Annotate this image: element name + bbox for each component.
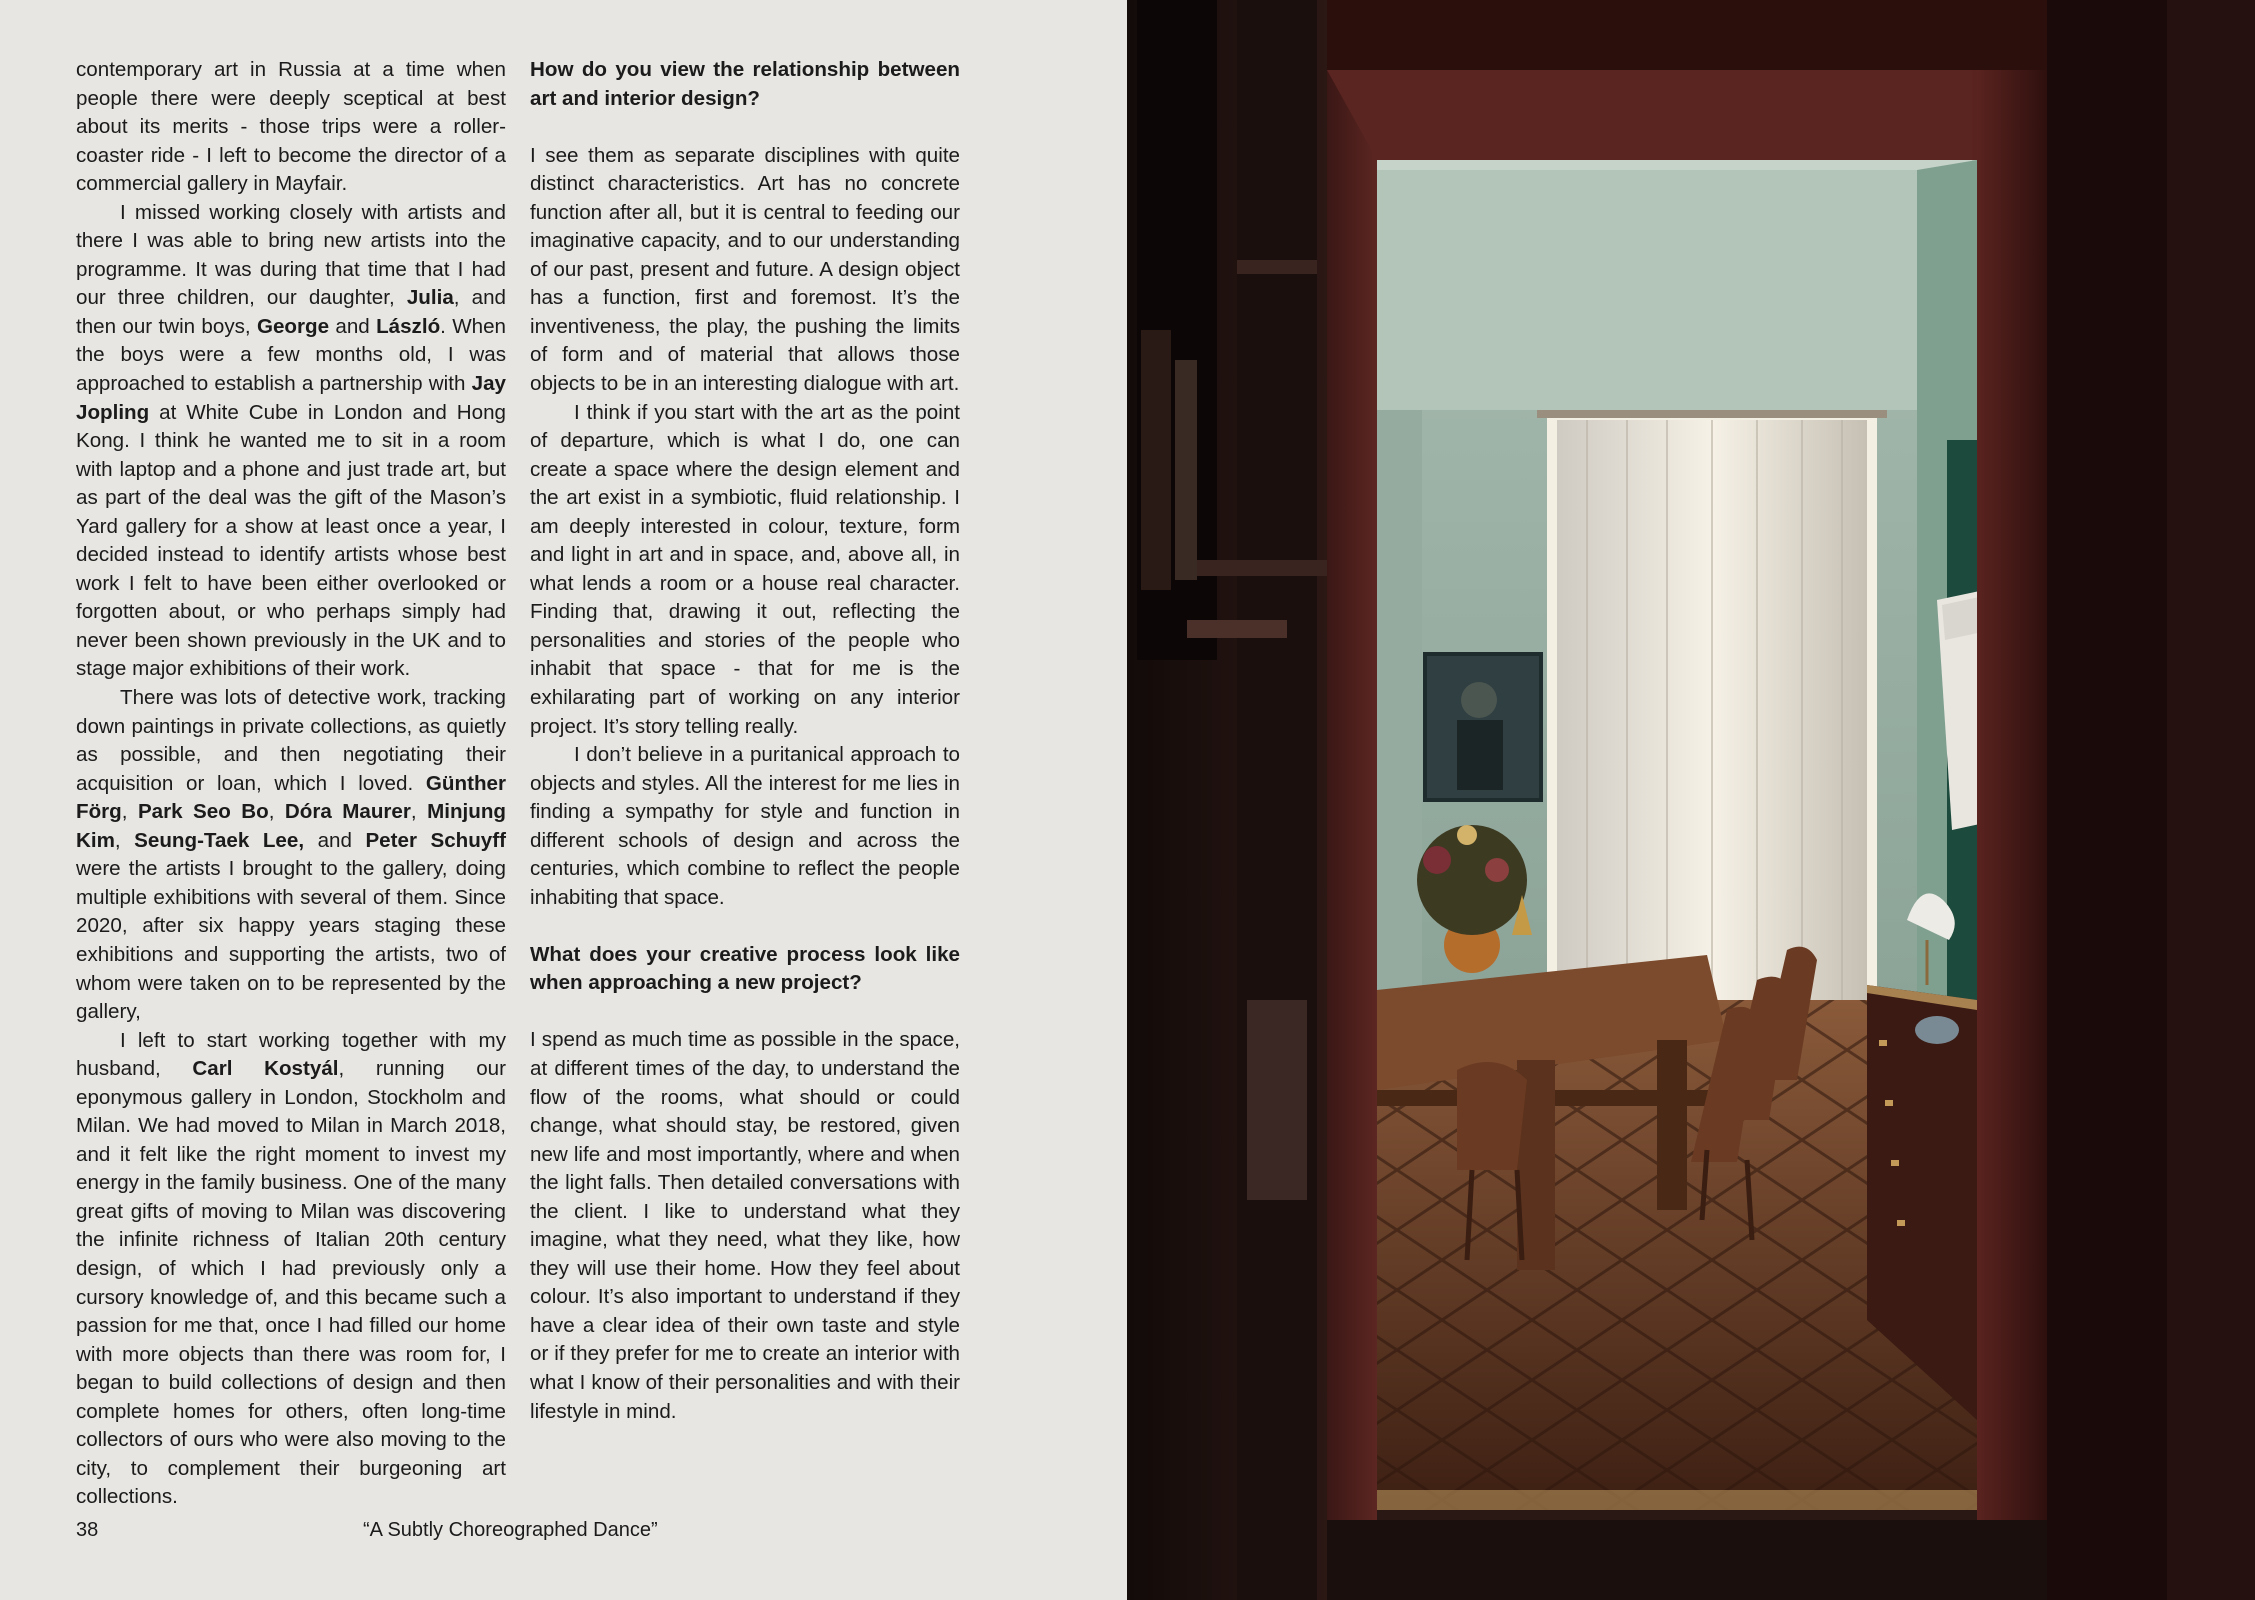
- bold-name: Dóra Maurer: [284, 800, 411, 824]
- page-number: 38: [76, 1519, 99, 1541]
- paragraph: I spend as much time as possible in the space, at different times of the day, to understand the flow of the rooms, what should or could change, what should stay, be restored, given new life and most importantly, where and when the light falls. Then detailed conversations with the client. I like to understand what they imagine, what they need, what they like, how they will use their home. How they feel about colour. It’s also important to understand if they have a clear idea of their own taste and style or if they prefer for me to create an interior with what I know of their personalities and with their lifestyle in mind.: [530, 1028, 960, 1423]
- bold-name: László: [376, 314, 441, 338]
- bold-name: Julia: [406, 286, 454, 310]
- interior-photograph: [1127, 0, 2255, 1600]
- paragraph: I see them as separate disciplines with quite distinct characteristics. Art has no concrete function after all, but it is central to feeding our imaginative capacity, and to our understanding of our past, present and future. A design object has a function, first and foremost. It’s the inventiveness, the play, the pushing the limits of form and of material that allows those objects to be in an interesting dialogue with art.: [530, 143, 960, 395]
- paragraph: [76, 1027, 506, 1512]
- paragraph: I think if you start with the art as the point of departure, which is what I do, one can create a space where the design element and the art exist in a symbiotic, fluid relationship. I am deeply interested in colour, texture, form and light in art and in space, and, above all, in what lends a room or a house real character. Finding that, drawing it out, reflecting the personalities and stories of the people who inhabit that space - that for me is the exhilarating part of working on any interior project. It’s story telling really.: [530, 400, 960, 738]
- left-page: [0, 0, 1127, 1600]
- text-run: and: [329, 314, 377, 338]
- question-heading: How do you view the relationship between art and interior design?: [530, 58, 960, 110]
- paragraph: I don’t believe in a puritanical approach to objects and styles. All the interest for me lies in finding a sympathy for style and function in different schools of design and across the centuries, which combine to reflect the people inhabiting that space.: [530, 743, 960, 909]
- bold-name: George: [256, 314, 330, 338]
- text-run: ,: [114, 828, 135, 852]
- bold-name: Seung-Taek Lee,: [134, 828, 305, 852]
- text-run: I left to start working together with my husband,: [76, 1028, 506, 1081]
- text-run: . When the boys were a few months old, I was approached to establish a partnership with: [76, 314, 506, 396]
- bold-name: Günther Förg: [76, 771, 506, 824]
- text-run: I missed working closely with artists and there I was able to bring new artists into the programme. It was during that time that I had our three children, our daughter,: [76, 200, 506, 310]
- paragraph: [76, 684, 506, 1027]
- text-run: ,: [121, 800, 138, 824]
- bold-name: Peter Schuyff: [365, 828, 506, 852]
- text-run: There was lots of detective work, tracking down paintings in private collections, as quietly as possible, and then negotiating their acquisition or loan, which I loved.: [76, 686, 506, 795]
- paragraph: [76, 199, 506, 684]
- text-run: contemporary art in Russia at a time when people there were deeply sceptical at best about its merits - those trips were a roller-coaster ride - I left to become the director of a commercial gallery in Mayfair.: [76, 58, 506, 196]
- bold-name: Jay Jopling: [76, 372, 506, 424]
- text-run: ,: [268, 800, 285, 824]
- text-column-left: [76, 56, 506, 1512]
- text-column-right: [530, 56, 960, 1426]
- paragraph: [76, 56, 506, 199]
- bold-name: Minjung Kim: [76, 800, 506, 852]
- running-title: “A Subtly Choreographed Dance”: [363, 1519, 658, 1541]
- bold-name: Carl Kostyál: [192, 1057, 339, 1081]
- text-run: and: [304, 828, 366, 852]
- text-run: ,: [410, 800, 428, 824]
- question-heading: What does your creative process look like when approaching a new project?: [530, 942, 960, 995]
- bold-name: Park Seo Bo: [137, 800, 269, 824]
- text-run: , and then our twin boys,: [76, 286, 506, 338]
- text-run: were the artists I brought to the gallery, doing multiple exhibitions with several of them. Since 2020, after six happy years staging these exhibitions and supporting the artists, two of whom were taken on to be represented by the gallery,: [76, 857, 506, 1024]
- text-run: , running our eponymous gallery in London, Stockholm and Milan. We had moved to Milan in March 2018, and it felt like the right moment to invest my energy in the family business. One of the many great gifts of moving to Milan was discovering the infinite richness of Italian 20th century design, of which I had previously only a cursory knowledge of, and this became such a passion for me that, once I had filled our home with more objects than there was room for, I began to build collections of design and then complete homes for others, often long-time collectors of ours who were also moving to the city, to complement their burgeoning art collections.: [76, 1057, 506, 1509]
- text-run: at White Cube in London and Hong Kong. I think he wanted me to sit in a room with laptop and a phone and just trade art, but as part of the deal was the gift of the Mason’s Yard gallery for a show at least once a year, I decided instead to identify artists whose best work I felt to have been either overlooked or forgotten about, or who perhaps simply had never been shown previously in the UK and to stage major exhibitions of their work.: [76, 400, 506, 681]
